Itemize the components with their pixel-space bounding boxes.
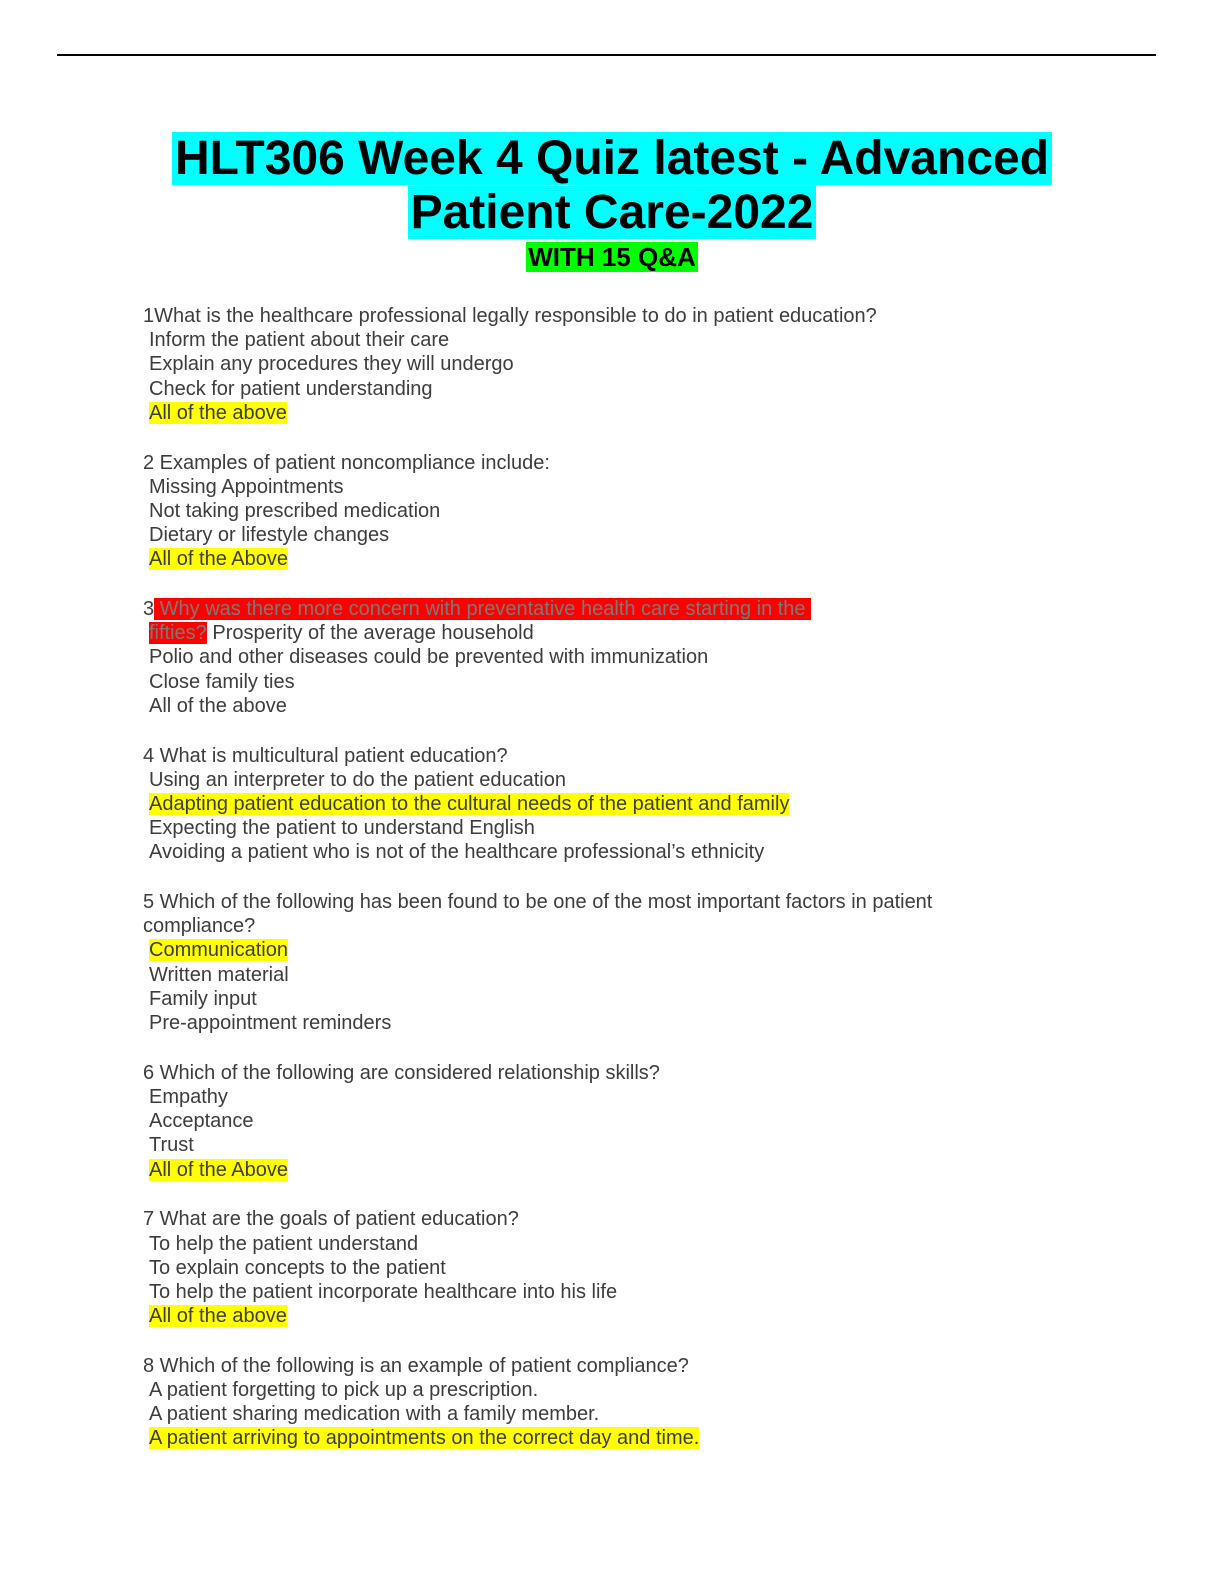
answer-option: Expecting the patient to understand English [149,817,535,840]
answer-option-correct: All of the Above [149,548,288,571]
answer-option: Check for patient understanding [149,377,433,400]
answer-option: All of the above [149,694,287,717]
answer-option: Acceptance [149,1110,254,1133]
answer-option: A patient sharing medication with a family member. [149,1403,600,1426]
answer-option-correct: Adapting patient education to the cultural needs of the patient and family [149,792,790,815]
answer-option: Written material [149,963,289,986]
answer-option-correct: All of the Above [149,1158,288,1181]
answer-option: Avoiding a patient who is not of the healthcare professional’s ethnicity [149,841,765,864]
answer-option-correct: A patient arriving to appointments on the correct day and time. [149,1427,700,1450]
question-text-continued: compliance? [143,915,256,938]
answer-option: Family input [149,987,257,1010]
page-title-line-1: HLT306 Week 4 Quiz latest - Advanced [0,132,1224,186]
answer-option: Using an interpreter to do the patient education [149,768,566,791]
question-text: 5 Which of the following has been found to be one of the most important factors in patient [143,891,933,914]
question-text-continued: fifties? Prosperity of the average household [149,622,534,645]
answer-option: To help the patient incorporate healthcare into his life [149,1280,618,1303]
question-text: 7 What are the goals of patient education? [143,1208,519,1231]
answer-option: Missing Appointments [149,475,344,498]
page-title-line-2: Patient Care-2022 [0,186,1224,240]
answer-option: Dietary or lifestyle changes [149,524,390,547]
question-text: 2 Examples of patient noncompliance include: [143,451,550,474]
answer-option: Prosperity of the average household [206,622,534,645]
question-2 [143,451,1023,572]
answer-option: Inform the patient about their care [149,329,450,352]
question-text: 3 Why was there more concern with preventative health care starting in the [143,598,812,621]
answer-option: To explain concepts to the patient [149,1256,446,1279]
answer-option: Polio and other diseases could be prevented with immunization [149,646,709,669]
answer-option: Close family ties [149,670,295,693]
question-5 [143,890,1023,1035]
answer-option: To help the patient understand [149,1232,419,1255]
answer-option-correct: All of the above [149,401,287,424]
highlighted-question-text: Why was there more concern with preventative health care starting in the [154,598,812,621]
question-text: 6 Which of the following are considered relationship skills? [143,1061,660,1084]
top-horizontal-rule [57,54,1156,56]
question-4 [143,744,1023,865]
answer-option: A patient forgetting to pick up a prescription. [149,1379,539,1402]
question-3 [143,597,1023,718]
question-text: 4 What is multicultural patient education? [143,744,508,767]
question-8 [143,1354,1023,1451]
question-list [143,304,1023,1476]
question-6 [143,1061,1023,1182]
answer-option-correct: Communication [149,939,288,962]
page-subtitle: WITH 15 Q&A [528,242,696,272]
answer-option: Pre-appointment reminders [149,1012,392,1035]
question-7 [143,1207,1023,1328]
answer-option: Empathy [149,1085,228,1108]
title-block [0,132,1224,274]
answer-option: Trust [149,1134,194,1157]
question-1 [143,304,1023,425]
answer-option-correct: All of the above [149,1305,287,1328]
question-text: 1What is the healthcare professional legally responsible to do in patient education? [143,305,877,327]
answer-option: Not taking prescribed medication [149,499,441,522]
question-text: 8 Which of the following is an example of patient compliance? [143,1354,689,1377]
answer-option: Explain any procedures they will undergo [149,353,514,376]
